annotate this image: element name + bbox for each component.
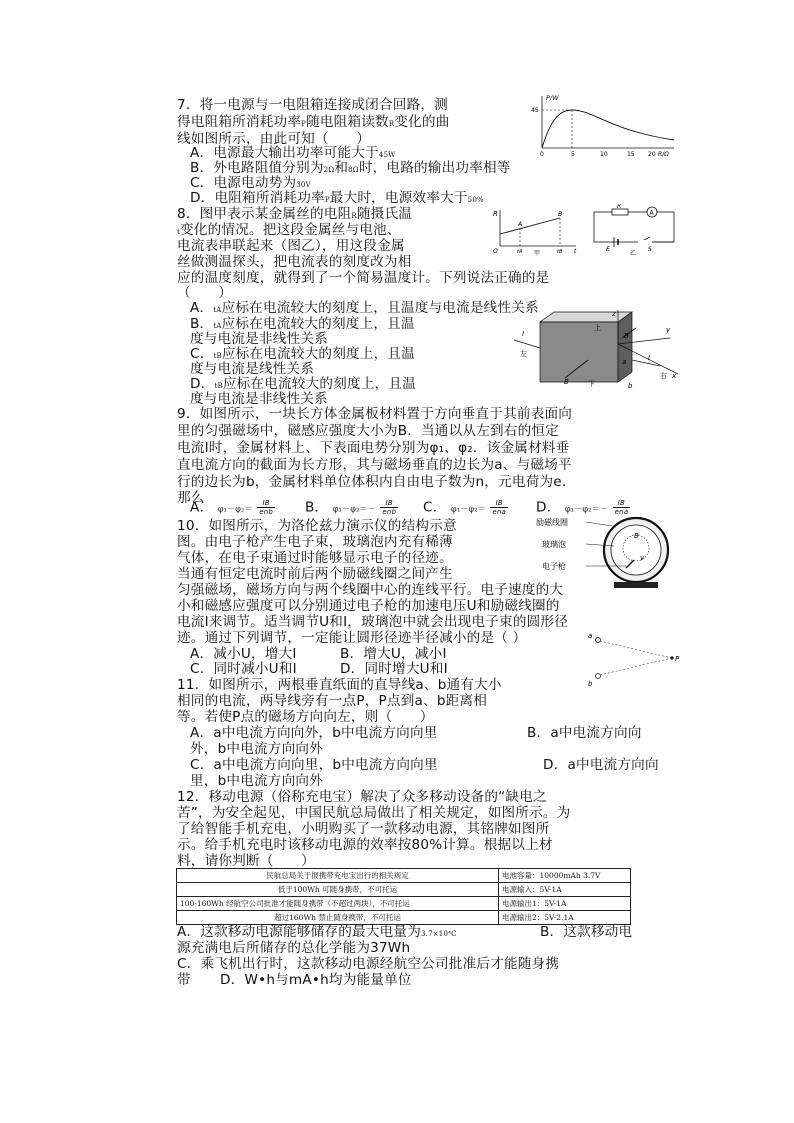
q7-option-a: A．电源最大输出功率可能大于45W (190, 145, 396, 161)
q8-option-d-cont: 度与电流是非线性关系 (190, 391, 328, 407)
svg-text:O: O (493, 248, 498, 255)
q11-option-c: C．a中电流方向向里，b中电流方向向里 (190, 757, 438, 773)
table-row (177, 897, 631, 911)
q10-stem-line2: 图。由电子枪产生电子束，玻璃泡内充有稀薄 (177, 534, 453, 550)
q7-y-max-label: 45 (531, 107, 539, 114)
q9-stem-line4: 直电流方向的截面为长方形，其与磁场垂直的边长为a、与磁场平 (177, 457, 572, 473)
svg-text:a: a (588, 632, 593, 640)
svg-text:tA: tA (517, 249, 523, 255)
q12-option-c: C．乘飞机出行时，这款移动电源经航空公司批准后才能随身携 (177, 956, 560, 972)
q12-stem-line2: 苦”，为安全起见，中国民航总局做出了相关规定，如图所示。为 (177, 805, 571, 821)
q10-stem-line7: 电流I来调节。适当调节U和I，玻璃泡中就会出现电子束的圆形径 (177, 614, 568, 630)
svg-text:x: x (672, 372, 677, 380)
q11-wire-b (596, 674, 601, 679)
q8-option-c-cont: 度与电流是线性关系 (190, 361, 315, 377)
q8-resistance-line (500, 218, 560, 234)
q10-gun-label: 电子枪 (542, 562, 566, 571)
q7-power-curve-graph (528, 92, 678, 158)
svg-text:z: z (612, 310, 616, 318)
q11-wires-figure (588, 630, 684, 690)
q9-option-d: D． φ₁－φ₂＝－ $\frac{IB}{\text{ena}}$ (536, 499, 629, 516)
q8-figure-jia (490, 206, 582, 256)
q10-stem-line5: 匀强磁场，磁场方向与两个线圈中心的连线平行。电子速度的大 (177, 582, 564, 598)
q8-option-b: B．tA应标在电流较大的刻度上，且温 (190, 316, 415, 332)
q11-option-d: D．a中电流方向向 (543, 757, 659, 773)
q11-option-a: A．a中电流方向向外，b中电流方向向里 (190, 725, 438, 741)
q8-figure-yi (590, 204, 680, 256)
q7-power-curve (542, 110, 674, 148)
q8-stem-line3: 电流表串联起来（图乙），用这段金属 (177, 238, 405, 254)
q7-tick-0: 0 (540, 151, 544, 158)
q9-slab-front (540, 322, 618, 382)
svg-text:b: b (588, 680, 593, 688)
q12-option-b: B．这款移动电 (540, 924, 633, 940)
q7-stem-line3: 线如图所示，由此可知（ ） (177, 131, 371, 147)
q7-option-d: D．电阻箱所消耗功率P最大时，电源效率大于50% (190, 190, 484, 206)
q8-circuit-loop (594, 209, 674, 242)
q7-option-b: B．外电路阻值分别为2Ω和8Ω时，电路的输出功率相等 (190, 160, 511, 176)
svg-text:S: S (648, 246, 652, 253)
q8-option-d: D．tB应标在电流较大的刻度上，且温 (190, 376, 416, 392)
svg-text:下: 下 (588, 380, 595, 388)
svg-text:B: B (634, 532, 639, 540)
svg-text:左: 左 (520, 350, 527, 358)
q12-stem-line4: 示。给手机充电时该移动电源的效率按80%计算。根据以上材 (177, 837, 553, 853)
q10-stem-line8: 迹。通过下列调节，一定能让圆形径迹半径减小的是（ ） (177, 630, 527, 646)
q10-bulb-label: 玻璃泡 (542, 540, 566, 549)
table-row (177, 883, 631, 897)
q10-coil-label: 励磁线圈 (536, 518, 568, 527)
q8-stem-line6: （ ） (177, 285, 233, 301)
q11-option-d-cont: 里，b中电流方向向外 (190, 773, 323, 789)
q12-regulation-table (176, 868, 631, 925)
svg-text:P: P (675, 655, 680, 663)
q8-stem-line2: t变化的情况。把这段金属丝与电池、 (177, 222, 401, 238)
q10-option-a: A．减小U，增大I (190, 646, 297, 662)
q7-tick-5: 5 (571, 151, 575, 158)
q9-stem-line1: 9．如图所示，一块长方体金属板材料置于方向垂直于其前表面向 (177, 406, 573, 422)
table-row (177, 911, 631, 925)
q7-tick-20: 20 (648, 151, 656, 158)
q9-option-c: C． φ₁－φ₂＝ $\frac{IB}{\text{ena}}$ (423, 499, 507, 516)
q12-option-a: A．这款移动电源能够储存的最大电量为3.7×10⁴C (177, 924, 457, 940)
q12-stem-line1: 12．移动电源（俗称充电宝）解决了众多移动设备的“缺电之 (177, 789, 547, 805)
q11-stem-line2: 相同的电流，两导线旁有一点P，P点到a、b距离相 (177, 693, 488, 709)
svg-text:a: a (622, 358, 627, 366)
svg-text:R: R (493, 210, 498, 218)
q10-option-d: D．同时增大U和I (340, 661, 448, 677)
q11-stem-line1: 11．如图所示，两根垂直纸面的直导线a、b通有大小 (177, 677, 502, 693)
svg-text:甲: 甲 (534, 250, 541, 256)
q8-stem-line1: 8．图甲表示某金属丝的电阻R随摄氏温 (177, 206, 413, 222)
q12-option-b-cont: 源充满电后所储存的总化学能为37Wh (177, 940, 411, 956)
q11-option-b: B．a中电流方向向 (527, 725, 642, 741)
q10-option-b: B．增大U，减小I (340, 646, 447, 662)
svg-text:E: E (606, 246, 610, 253)
q11-option-b-cont: 外，b中电流方向向外 (190, 741, 323, 757)
q10-stem-line6: 小和磁感应强度可以分别通过电子枪的加速电压U和励磁线圈的 (177, 598, 560, 614)
table-row (177, 869, 631, 883)
q9-stem-line5: 行的边长为b，金属材料单位体积内自由电子数为n，元电荷为e． (177, 474, 576, 490)
q10-base (614, 582, 658, 588)
q12-spec-output1: 电源输出1：5V-1A (499, 897, 631, 911)
q12-option-d: D．W•h与mA•h均为能量单位 (220, 972, 412, 988)
q7-tick-10: 10 (600, 151, 608, 158)
q9-metal-slab-figure (510, 308, 680, 392)
q10-stem-line4: 当通有恒定电流时前后两个励磁线圈之间产生 (177, 566, 453, 582)
q12-table-header: 民航总局关于报携带充电宝出行的相关规定 (177, 869, 499, 883)
q11-stem-line3: 等。若使P点的磁场方向向左，则（ ） (177, 709, 434, 725)
q7-tick-15: 15 (627, 151, 635, 158)
q9-stem-line2: 里的匀强磁场中，磁感应强度大小为B．当通以从左到右的恒定 (177, 423, 559, 439)
svg-text:t: t (574, 248, 577, 255)
svg-text:上: 上 (594, 324, 601, 332)
q12-stem-line5: 料，请你判断（ ） (177, 853, 315, 869)
q7-y-label: P/W (546, 94, 559, 102)
svg-text:tB: tB (557, 249, 563, 255)
q12-stem-line3: 了给智能手机充电，小明购买了一款移动电源，其铭牌如图所 (177, 821, 550, 837)
svg-text:A: A (649, 209, 654, 217)
q12-spec-capacity: 电池容量：10000mAh 3.7V (499, 869, 631, 883)
q7-stem-line2: 得电阻箱所消耗功率P随电阻箱读数R变化的曲 (177, 114, 450, 130)
svg-text:B: B (564, 378, 569, 386)
svg-text:y: y (666, 326, 671, 334)
q8-option-b-cont: 度与电流是非线性关系 (190, 331, 328, 347)
q8-stem-line4: 丝做测温探头，把电流表的刻度改为相 (177, 254, 412, 270)
q9-option-b: B． φ₁－φ₂＝－ $\frac{IB}{\text{enb}}$ (305, 499, 397, 516)
q12-option-c-cont: 带 (177, 972, 191, 988)
svg-text:乙: 乙 (630, 250, 637, 256)
q9-option-a: A． φ₁－φ₂＝ $\frac{IB}{\text{enb}}$ (190, 499, 273, 516)
svg-text:R: R (617, 204, 622, 210)
q11-wire-a (596, 638, 601, 643)
svg-text:B: B (624, 332, 629, 340)
q12-rule-2: 100-160Wh 经航空公司批准才能随身携带（不超过两块），不可托运 (177, 897, 499, 911)
q12-rule-3: 超过160Wh 禁止随身携带，不可托运 (177, 911, 499, 925)
svg-text:I: I (522, 330, 525, 338)
svg-text:B: B (558, 211, 563, 218)
q12-rule-1: 低于100Wh 可随身携带，不可托运 (177, 883, 499, 897)
q8-option-a: A．tA应标在电流较大的刻度上，且温度与电流是线性关系 (190, 300, 539, 316)
q9-current-in (514, 340, 540, 348)
svg-text:右: 右 (660, 372, 667, 380)
q7-x-label: R/Ω (658, 151, 669, 158)
q8-option-c: C．tB应标在电流较大的刻度上，且温 (190, 346, 415, 362)
svg-text:A: A (518, 221, 523, 228)
q9-stem-line6: 那么 (177, 490, 205, 506)
svg-text:v: v (640, 554, 645, 562)
q7-stem-line1: 7．将一电源与一电阻箱连接成闭合回路，测 (177, 97, 448, 113)
q10-option-c: C．同时减小U和I (190, 661, 297, 677)
q10-lorentz-apparatus-figure (530, 512, 680, 594)
q10-stem-line1: 10．如图所示，为洛伦兹力演示仪的结构示意 (177, 518, 457, 534)
q12-spec-input: 电源输入：5V-1A (499, 883, 631, 897)
q10-stem-line3: 气体，在电子束通过时能够显示电子的径迹。 (177, 550, 453, 566)
q12-spec-output2: 电源输出2：5V-2.1A (499, 911, 631, 925)
q8-stem-line5: 应的温度刻度，就得到了一个简易温度计。下列说法正确的是 (177, 270, 550, 286)
q9-stem-line3: 电流I时，金属材料上、下表面电势分别为φ₁、φ₂．该金属材料垂 (177, 440, 570, 456)
svg-text:b: b (628, 382, 633, 390)
q7-option-c: C．电源电动势为30V (190, 175, 311, 191)
svg-text:I: I (648, 354, 651, 362)
